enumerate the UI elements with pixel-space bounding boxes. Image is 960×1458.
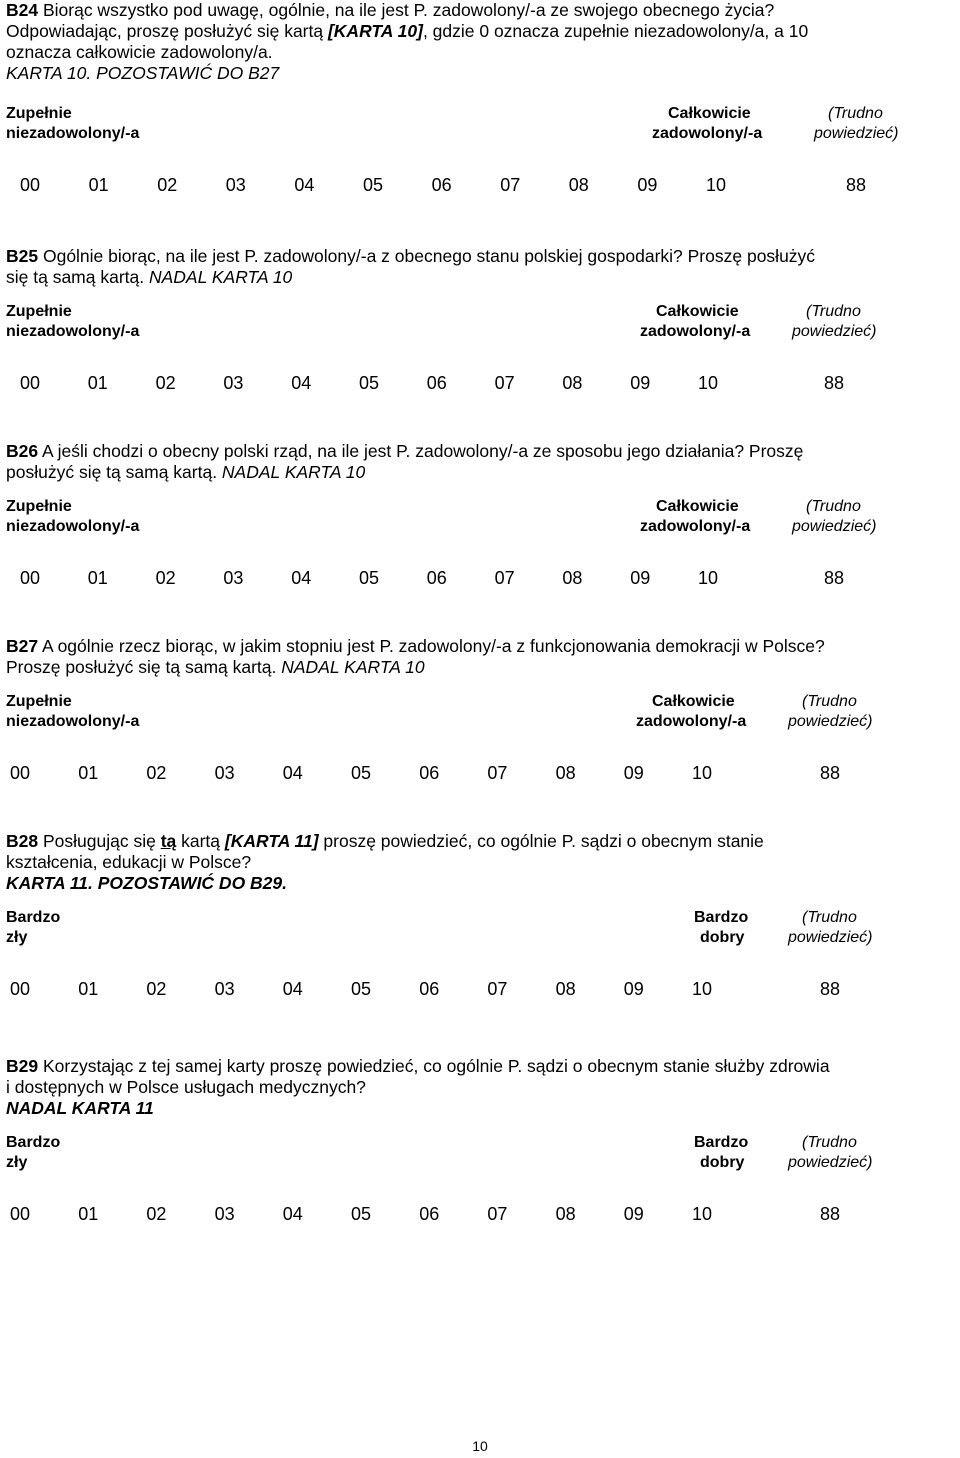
answer-code: 05 xyxy=(359,373,380,393)
answer-code: 88 xyxy=(820,979,841,999)
scale-high-label: Bardzo xyxy=(694,909,749,926)
question-text: posłużyć się tą samą kartą. xyxy=(6,462,222,482)
answer-code: 08 xyxy=(568,175,589,195)
answer-code: 01 xyxy=(78,1204,99,1224)
answer-scale xyxy=(6,302,956,422)
question-text: , gdzie 0 oznacza zupełnie niezadowolony/a, a 10 xyxy=(422,21,809,41)
question-text: kartą xyxy=(176,831,225,851)
answer-code: 09 xyxy=(637,175,658,195)
answer-code: 09 xyxy=(623,979,644,999)
answer-code: 05 xyxy=(363,175,384,195)
answer-code: 04 xyxy=(294,175,315,195)
interviewer-instruction: NADAL KARTA 10 xyxy=(281,657,425,677)
answer-code: 08 xyxy=(555,763,576,783)
answer-scale xyxy=(6,908,956,1028)
answer-code: 09 xyxy=(623,763,644,783)
answer-code: 06 xyxy=(426,568,447,588)
question-id: B26 xyxy=(6,441,39,461)
answer-code: 02 xyxy=(157,175,178,195)
scale-high-label: dobry xyxy=(700,929,745,946)
answer-code: 02 xyxy=(155,568,176,588)
answer-code: 08 xyxy=(555,1204,576,1224)
answer-code: 88 xyxy=(824,373,845,393)
scale-dont-know-label: (Trudno xyxy=(806,498,861,515)
answer-code: 09 xyxy=(623,1204,644,1224)
answer-code: 03 xyxy=(225,175,246,195)
answer-code: 05 xyxy=(359,568,380,588)
scale-high-label: Całkowicie xyxy=(656,303,739,320)
scale-low-label: Zupełnie xyxy=(6,303,72,320)
scale-low-label: Zupełnie xyxy=(6,693,72,710)
answer-code: 03 xyxy=(223,568,244,588)
answer-code: 01 xyxy=(87,373,108,393)
scale-high-label: zadowolony/-a xyxy=(640,323,751,340)
question-text: Biorąc wszystko pod uwagę, ogólnie, na ile jest P. zadowolony/-a ze swojego obecnego życia? xyxy=(38,0,775,20)
question-b25-line2 xyxy=(6,267,956,288)
answer-code: 01 xyxy=(78,763,99,783)
question-b27-line1 xyxy=(6,636,956,657)
scale-low-label: Zupełnie xyxy=(6,105,72,122)
card-reference: [KARTA 11] xyxy=(224,831,319,851)
question-text: Odpowiadając, proszę posłużyć się kartą xyxy=(6,21,328,41)
answer-code: 09 xyxy=(630,373,651,393)
scale-dont-know-label: powiedzieć) xyxy=(788,929,873,946)
question-b29-line1 xyxy=(6,1056,956,1077)
answer-code: 88 xyxy=(846,175,867,195)
answer-code: 00 xyxy=(10,979,31,999)
question-b29 xyxy=(6,1056,956,1253)
scale-low-label: niezadowolony/-a xyxy=(6,125,140,142)
answer-code: 02 xyxy=(146,979,167,999)
answer-code: 06 xyxy=(431,175,452,195)
question-b27-line2 xyxy=(6,657,956,678)
scale-dont-know-label: (Trudno xyxy=(802,909,857,926)
scale-dont-know-label: (Trudno xyxy=(828,105,883,122)
answer-scale xyxy=(6,104,956,224)
answer-code: 01 xyxy=(78,979,99,999)
answer-code: 10 xyxy=(692,979,713,999)
answer-code: 04 xyxy=(282,763,303,783)
answer-codes xyxy=(6,174,956,196)
scale-dont-know-label: powiedzieć) xyxy=(814,125,899,142)
answer-code: 08 xyxy=(562,373,583,393)
question-b25-line1 xyxy=(6,246,956,267)
answer-code: 07 xyxy=(500,175,521,195)
question-text: Posługując się xyxy=(38,831,161,851)
answer-code: 02 xyxy=(146,763,167,783)
scale-dont-know-label: (Trudno xyxy=(802,693,857,710)
card-reference: [KARTA 10] xyxy=(327,21,423,41)
answer-scale xyxy=(6,692,956,812)
question-text: Ogólnie biorąc, na ile jest P. zadowolony/-a z obecnego stanu polskiej gospodarki? Proszę posłużyć xyxy=(38,246,816,266)
answer-code: 10 xyxy=(692,763,713,783)
scale-low-label: Bardzo xyxy=(6,909,61,926)
answer-codes xyxy=(6,978,956,1000)
answer-code: 00 xyxy=(20,568,41,588)
question-text: i dostępnych w Polsce usługach medycznych? xyxy=(6,1077,366,1097)
answer-code: 04 xyxy=(282,979,303,999)
question-id: B28 xyxy=(6,831,39,851)
answer-code: 04 xyxy=(291,373,312,393)
question-text: A ogólnie rzecz biorąc, w jakim stopniu jest P. zadowolony/-a z funkcjonowania demokracji w Polsce? xyxy=(38,636,825,656)
answer-codes xyxy=(6,567,956,589)
scale-high-label: Całkowicie xyxy=(656,498,739,515)
scale-high-label: dobry xyxy=(700,1154,745,1171)
question-text: oznacza całkowicie zadowolony/a. xyxy=(6,42,273,62)
answer-code: 88 xyxy=(820,763,841,783)
answer-code: 05 xyxy=(351,763,372,783)
answer-code: 10 xyxy=(692,1204,713,1224)
scale-dont-know-label: powiedzieć) xyxy=(788,713,873,730)
answer-code: 07 xyxy=(494,568,515,588)
answer-code: 01 xyxy=(88,175,109,195)
question-text: Proszę posłużyć się tą samą kartą. xyxy=(6,657,282,677)
question-b25 xyxy=(6,246,956,422)
question-id: B25 xyxy=(6,246,39,266)
question-text: kształcenia, edukacji w Polsce? xyxy=(6,852,252,872)
answer-code: 00 xyxy=(20,373,41,393)
answer-code: 10 xyxy=(698,568,719,588)
answer-code: 05 xyxy=(351,979,372,999)
scale-low-label: zły xyxy=(6,1154,28,1171)
answer-code: 04 xyxy=(282,1204,303,1224)
interviewer-instruction: NADAL KARTA 11 xyxy=(6,1098,154,1118)
scale-low-label: niezadowolony/-a xyxy=(6,518,140,535)
scale-low-label: zły xyxy=(6,929,28,946)
question-b24-line2 xyxy=(6,21,956,42)
question-b27 xyxy=(6,636,956,812)
answer-code: 06 xyxy=(419,979,440,999)
answer-code: 07 xyxy=(487,979,508,999)
answer-code: 03 xyxy=(214,763,235,783)
scale-low-label: Zupełnie xyxy=(6,498,72,515)
question-b24 xyxy=(6,0,956,224)
question-b26 xyxy=(6,441,956,617)
answer-scale xyxy=(6,1133,956,1253)
answer-code: 06 xyxy=(426,373,447,393)
scale-low-label: Bardzo xyxy=(6,1134,61,1151)
answer-code: 07 xyxy=(494,373,515,393)
answer-code: 02 xyxy=(146,1204,167,1224)
question-b24-line3 xyxy=(6,42,956,63)
question-b24-line1 xyxy=(6,0,956,21)
answer-code: 88 xyxy=(824,568,845,588)
answer-code: 06 xyxy=(419,763,440,783)
question-text: Korzystając z tej samej karty proszę powiedzieć, co ogólnie P. sądzi o obecnym stanie służby zdrowia xyxy=(38,1056,830,1076)
interviewer-instruction: KARTA 10. POZOSTAWIĆ DO B27 xyxy=(6,63,280,83)
answer-code: 02 xyxy=(155,373,176,393)
answer-scale xyxy=(6,497,956,617)
scale-low-label: niezadowolony/-a xyxy=(6,713,140,730)
answer-code: 03 xyxy=(223,373,244,393)
answer-code: 08 xyxy=(555,979,576,999)
answer-code: 03 xyxy=(214,1204,235,1224)
answer-code: 01 xyxy=(87,568,108,588)
question-id: B24 xyxy=(6,0,39,20)
scale-dont-know-label: powiedzieć) xyxy=(788,1154,873,1171)
answer-code: 07 xyxy=(487,1204,508,1224)
question-b28 xyxy=(6,831,956,1028)
question-b28-line1 xyxy=(6,831,956,852)
answer-code: 05 xyxy=(351,1204,372,1224)
question-id: B27 xyxy=(6,636,39,656)
question-text: się tą samą kartą. xyxy=(6,267,149,287)
interviewer-instruction: NADAL KARTA 10 xyxy=(221,462,366,482)
scale-high-label: zadowolony/-a xyxy=(640,518,751,535)
emphasized-word: tą xyxy=(160,831,177,851)
question-b26-line1 xyxy=(6,441,956,462)
scale-high-label: zadowolony/-a xyxy=(652,125,763,142)
answer-code: 00 xyxy=(10,763,31,783)
answer-code: 07 xyxy=(487,763,508,783)
scale-high-label: Bardzo xyxy=(694,1134,749,1151)
scale-high-label: Całkowicie xyxy=(652,693,735,710)
answer-codes xyxy=(6,372,956,394)
question-text: A jeśli chodzi o obecny polski rząd, na ile jest P. zadowolony/-a ze sposobu jego działania? Proszę xyxy=(38,441,804,461)
answer-codes xyxy=(6,762,956,784)
answer-code: 06 xyxy=(419,1204,440,1224)
question-b29-line2 xyxy=(6,1077,956,1098)
scale-dont-know-label: powiedzieć) xyxy=(792,323,877,340)
answer-code: 03 xyxy=(214,979,235,999)
answer-code: 04 xyxy=(291,568,312,588)
answer-codes xyxy=(6,1203,956,1225)
answer-code: 00 xyxy=(20,175,41,195)
scale-high-label: zadowolony/-a xyxy=(636,713,747,730)
question-b26-line2 xyxy=(6,462,956,483)
question-b28-line2 xyxy=(6,852,956,873)
answer-code: 10 xyxy=(698,373,719,393)
scale-low-label: niezadowolony/-a xyxy=(6,323,140,340)
interviewer-instruction: KARTA 11. POZOSTAWIĆ DO B29. xyxy=(6,873,288,893)
question-text: proszę powiedzieć, co ogólnie P. sądzi o obecnym stanie xyxy=(318,831,764,851)
scale-dont-know-label: powiedzieć) xyxy=(792,518,877,535)
scale-dont-know-label: (Trudno xyxy=(806,303,861,320)
scale-dont-know-label: (Trudno xyxy=(802,1134,857,1151)
answer-code: 09 xyxy=(630,568,651,588)
question-id: B29 xyxy=(6,1056,39,1076)
page-number: 10 xyxy=(472,1438,488,1454)
interviewer-instruction: NADAL KARTA 10 xyxy=(148,267,293,287)
answer-code: 88 xyxy=(820,1204,841,1224)
answer-code: 10 xyxy=(706,175,727,195)
answer-code: 00 xyxy=(10,1204,31,1224)
answer-code: 08 xyxy=(562,568,583,588)
scale-high-label: Całkowicie xyxy=(668,105,751,122)
